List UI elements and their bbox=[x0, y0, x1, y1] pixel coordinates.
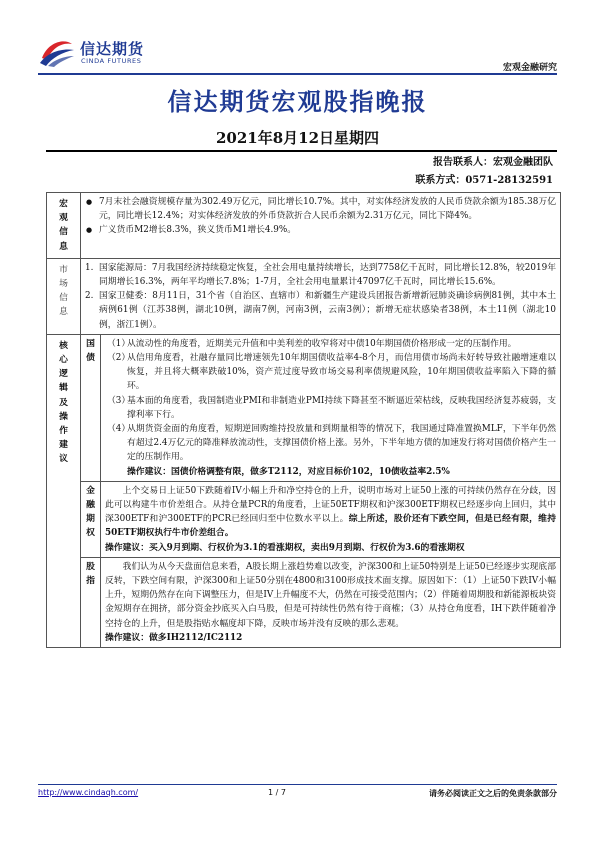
index-advice: 操作建议：做多IH2112/IC2112 bbox=[105, 632, 243, 643]
bond-label: 国 债 bbox=[81, 334, 101, 481]
date-divider bbox=[46, 150, 557, 152]
disclaimer-note: 请务必阅读正文之后的免责条款部分 bbox=[429, 789, 557, 798]
department-label: 宏观金融研究 bbox=[502, 63, 557, 73]
macro-section bbox=[47, 193, 561, 259]
website-link[interactable]: http://www.cindaqh.com/ bbox=[38, 788, 139, 797]
market-item-number: 2. bbox=[85, 291, 94, 302]
page-header bbox=[0, 0, 595, 80]
option-content bbox=[101, 481, 561, 557]
bond-section bbox=[47, 334, 561, 481]
logo-english-name: CINDA FUTURES bbox=[81, 57, 142, 65]
logic-label: 核 心 逻 辑 及 操 作 建 议 bbox=[47, 334, 81, 647]
bond-item: （3） 基本面的角度看，我国制造业PMI和非制造业PMI持续下降甚至不断逼近荣枯线，反映我国经济复苏疲弱，支撑利率下行。 bbox=[107, 395, 556, 420]
report-date: 2021年8月12日星期四 bbox=[215, 129, 380, 147]
index-label: 股 指 bbox=[81, 557, 101, 647]
market-label: 市 场 信 息 bbox=[47, 258, 81, 334]
option-label: 金 融 期 权 bbox=[81, 481, 101, 557]
report-title: 信达期货宏观股指晚报 bbox=[167, 87, 428, 116]
macro-bullet: ● 7月末社会融资规模存量为302.49万亿元，同比增长10.7%。其中，对实体经济发放的人民币贷款余额为185.38万亿元，同比增长12.4%；对实体经济发放的外币贷款折合人民币余额为2.31万亿元，同比下降4%。 bbox=[85, 195, 556, 223]
market-item-text: 国家卫健委：8月11日，31个省（自治区、直辖市）和新疆生产建设兵团报告新增新冠肺炎确诊病例81例，其中本土病例61例（江苏38例，湖北10例，湖南7例，河南3例，云南3例）；新增无症状感染者38例，本土11例（湖北10例，浙江1例）。 bbox=[99, 291, 556, 330]
bond-item: （4） 从期货资金面的角度看，短期逆回购维持投放量和到期量相等的情况下，我国通过降准置换MLF，下半年仍然有超过2.4万亿元的降准释放流动性，支撑国债价格上涨。另外，下半年地方债的加速发行将对国债价格产生一定的压制作用。 bbox=[107, 424, 556, 463]
contact-person: 报告联系人：宏观金融团队 bbox=[433, 157, 553, 168]
index-content bbox=[101, 557, 561, 647]
logo-swoosh-icon bbox=[38, 36, 76, 68]
company-logo bbox=[38, 36, 158, 70]
header-divider bbox=[38, 73, 557, 75]
macro-bullet: ● 广义货币M2增长8.3%，狭义货币M1增长4.9%。 bbox=[85, 223, 556, 237]
market-item-number: 1. bbox=[85, 262, 94, 273]
bond-item: （1） 从流动性的角度看，近期美元升值和中美利差的收窄将对中债10年期国债价格形成一定的压制作用。 bbox=[107, 338, 517, 349]
macro-label: 宏 观 信 息 bbox=[47, 193, 81, 259]
market-item bbox=[85, 289, 556, 332]
market-section bbox=[47, 258, 561, 334]
index-section bbox=[47, 557, 561, 647]
index-paragraph: 我们认为从今天盘面信息来看，A股长期上涨趋势难以改变，沪深300和上证50特别是上证50已经逐步实现底部反转，下跌空间有限，沪深300和上证50分别在4800和3100形成技术面支撑。原因如下：（1）上证50下跌IV小幅上升，短期仍然存在向下调整压力，但是IV上升幅度不大，仍然在可接受范围内；（2）伴随着周期股和新能源板块资金短期存在拥挤，部分资金抄底买入白马股，但是可持续性仍然有待于商榷；（3）从持仓角度看，IH下跌伴随着净空持仓的上升，但是股指贴水幅度却下降，反映市场并没有反映的那么悲观。 bbox=[105, 561, 556, 629]
market-item-text: 国家能源局：7月我国经济持续稳定恢复，全社会用电量持续增长，达到7758亿千瓦时，同比增长12.8%，较2019年同期增长16.3%，两年平均增长7.8%；1-7月，全社会用电量累计47097亿千瓦时，同比增长15.6%。 bbox=[99, 262, 556, 288]
page-number: 1 / 7 bbox=[268, 788, 286, 797]
bond-item: （2） 从信用角度看，社融存量同比增速领先10年期国债收益率4-8个月，而信用债市场尚未好转导致社融增速难以恢复，并且将大概率跌破10%，资产荒过度导致市场交易利率债规避风险，10年期国债收益率陷入下降的循环。 bbox=[107, 353, 556, 392]
market-content bbox=[81, 258, 561, 334]
bond-content bbox=[101, 334, 561, 481]
contact-block bbox=[415, 154, 553, 190]
option-section bbox=[47, 481, 561, 557]
logo-chinese-name: 信达期货 bbox=[80, 40, 145, 58]
macro-content bbox=[81, 193, 561, 259]
footer-divider bbox=[38, 784, 557, 785]
option-advice: 操作建议：买入9月到期、行权价为3.1的看涨期权，卖出9月到期、行权价为3.6的看涨期权 bbox=[105, 542, 465, 553]
market-item bbox=[85, 261, 556, 289]
report-table bbox=[46, 192, 561, 648]
contact-phone: 联系方式：0571-28132591 bbox=[415, 175, 553, 186]
option-paragraph: 上个交易日上证50下跌随着IV小幅上升和净空持仓的上升，说明市场对上证50上涨的可持续仍然存在分歧，因此可以构建牛市价差组合。从持仓量PCR的角度看，上证50ETF期权和沪深300ETF期权已经逐步向上回归，其中深300ETF和沪300ETF的PCR已经回归至中位数水平以上。综上所述，股价还有下跌空间，但是已经有限，维持50ETF期权执行牛市价差组合。 bbox=[105, 485, 556, 539]
bond-advice: 操作建议：国债价格调整有限，做多T2112，对应目标价102，10债收益率2.5% bbox=[127, 466, 450, 477]
